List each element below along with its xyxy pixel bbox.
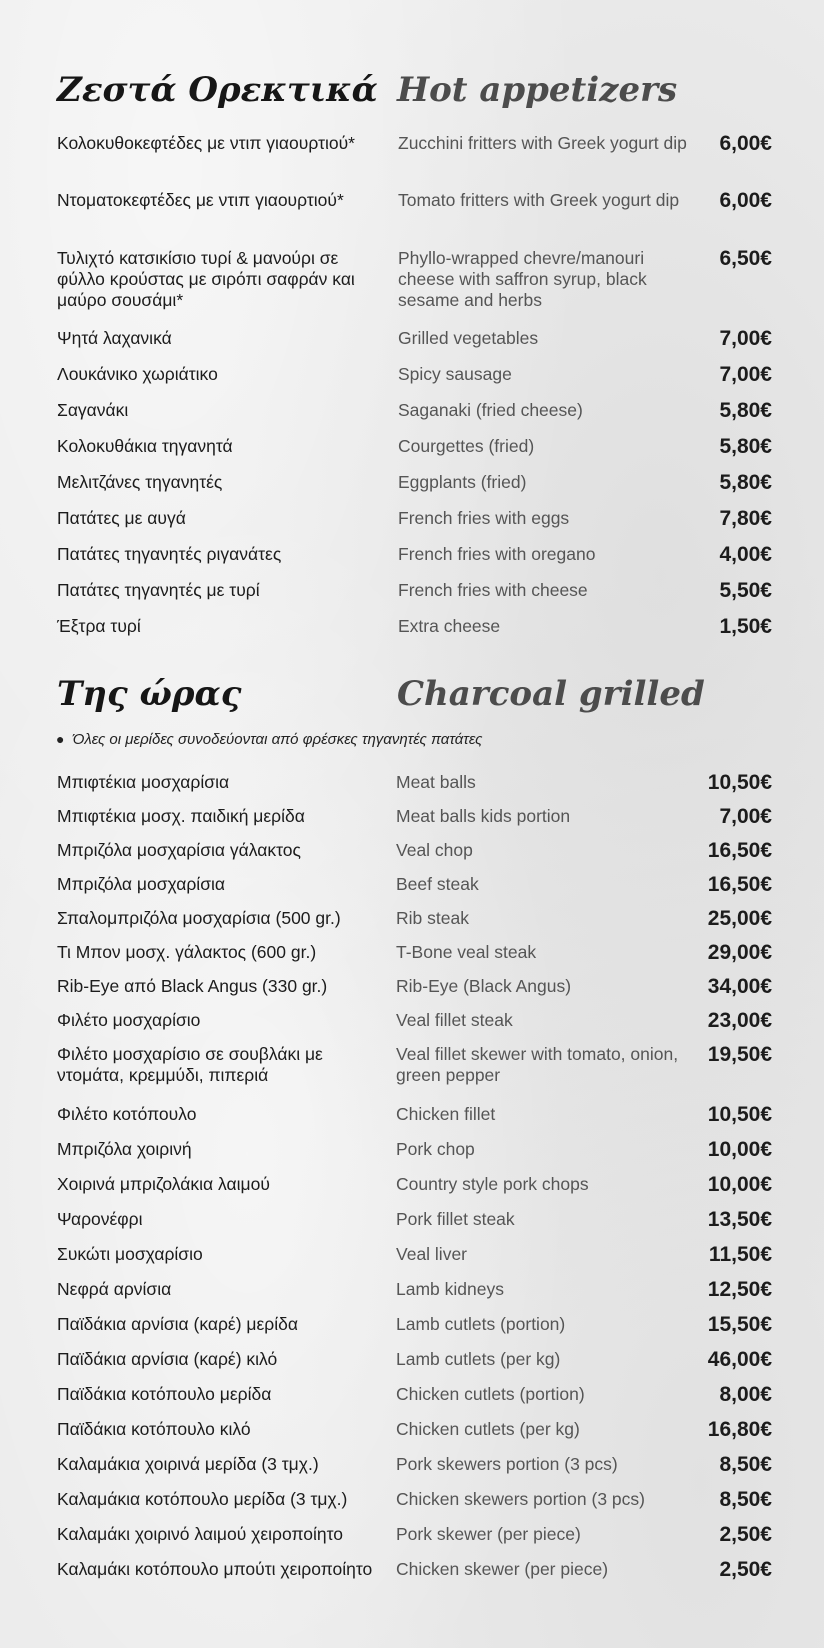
item-price: 16,50€ [707, 873, 772, 896]
item-name-english: Phyllo-wrapped chevre/manouri cheese with saffron syrup, black sesame and herbs [398, 248, 647, 310]
item-name-greek: Φιλέτο μοσχαρίσιο [57, 1010, 201, 1030]
item-name-english: French fries with eggs [398, 508, 570, 528]
item-price: 6,00€ [719, 132, 772, 155]
item-price: 13,50€ [707, 1208, 772, 1231]
item-name-greek: Rib-Eye από Black Angus (330 gr.) [57, 976, 328, 996]
item-name-english: French fries with cheese [398, 580, 588, 600]
item-price: 7,00€ [719, 363, 772, 386]
item-name-english: Saganaki (fried cheese) [398, 400, 583, 420]
item-name-english: Pork skewers portion (3 pcs) [396, 1454, 618, 1474]
item-name-english: Zucchini fritters with Greek yogurt dip [398, 133, 687, 153]
item-price: 6,00€ [719, 189, 772, 212]
item-price: 4,00€ [719, 543, 772, 566]
item-name-english: Veal fillet skewer with tomato, onion, green pepper [396, 1044, 679, 1085]
item-price: 1,50€ [719, 615, 772, 638]
item-name-english: Beef steak [396, 874, 479, 894]
item-price: 29,00€ [707, 941, 772, 964]
item-name-english: Meat balls kids portion [396, 806, 571, 826]
item-name-greek: Φιλέτο κοτόπουλο [57, 1104, 197, 1124]
item-name-greek: Κολοκυθοκεφτέδες με ντιπ γιαουρτιού* [57, 133, 355, 153]
item-name-english: Chicken fillet [396, 1104, 496, 1124]
item-price: 7,00€ [719, 805, 772, 828]
item-price: 5,50€ [719, 579, 772, 602]
item-name-english: Chicken skewer (per piece) [396, 1559, 609, 1579]
item-name-greek: Μελιτζάνες τηγανητές [57, 472, 223, 492]
item-price: 8,50€ [719, 1488, 772, 1511]
item-price: 11,50€ [708, 1243, 772, 1266]
item-price: 5,80€ [719, 399, 772, 422]
item-price: 10,50€ [707, 1103, 772, 1126]
item-name-greek: Κολοκυθάκια τηγανητά [57, 436, 233, 456]
item-price: 7,00€ [719, 327, 772, 350]
item-name-greek: Παϊδάκια αρνίσια (καρέ) μερίδα [57, 1314, 299, 1334]
item-name-greek: Νεφρά αρνίσια [57, 1279, 172, 1299]
item-name-greek: Παϊδάκια κοτόπουλο μερίδα [57, 1384, 272, 1404]
item-name-english: Veal chop [396, 840, 473, 860]
item-name-greek: Μπριζόλα μοσχαρίσια [57, 874, 226, 894]
item-name-greek: Πατάτες τηγανητές ριγανάτες [57, 544, 282, 564]
item-name-english: Tomato fritters with Greek yogurt dip [398, 190, 680, 210]
item-name-english: Rib-Eye (Black Angus) [396, 976, 572, 996]
item-name-greek: Ντοματοκεφτέδες με ντιπ γιαουρτιού* [57, 190, 344, 210]
item-price: 7,80€ [719, 507, 772, 530]
item-name-english: French fries with oregano [398, 544, 596, 564]
item-name-greek: Χοιρινά μπριζολάκια λαιμού [57, 1174, 270, 1194]
item-name-english: Pork chop [396, 1139, 475, 1159]
item-name-greek: Παϊδάκια κοτόπουλο κιλό [57, 1419, 251, 1439]
item-price: 2,50€ [719, 1558, 772, 1581]
item-name-english: Extra cheese [398, 616, 501, 636]
item-name-greek: Παϊδάκια αρνίσια (καρέ) κιλό [57, 1349, 278, 1369]
item-price: 2,50€ [719, 1523, 772, 1546]
item-name-greek: Τι Μπον μοσχ. γάλακτος (600 gr.) [57, 942, 317, 962]
section-title-english: Hot appetizers [397, 70, 678, 110]
bullet-icon: ● [56, 731, 65, 747]
item-name-english: Chicken cutlets (portion) [396, 1384, 585, 1404]
item-name-greek: Έξτρα τυρί [57, 616, 141, 636]
item-price: 46,00€ [707, 1348, 772, 1371]
item-name-english: Lamb cutlets (per kg) [396, 1349, 561, 1369]
item-name-english: Eggplants (fried) [398, 472, 527, 492]
item-name-english: Lamb kidneys [396, 1279, 504, 1299]
item-price: 25,00€ [707, 907, 772, 930]
section-header-charcoal-grilled [57, 674, 777, 724]
item-price: 10,00€ [707, 1173, 772, 1196]
section-title-greek: Της ώρας [57, 674, 242, 714]
item-name-greek: Φιλέτο μοσχαρίσιο σε σουβλάκι με ντομάτα, κρεμμύδι, πιπεριά [57, 1044, 323, 1085]
item-price: 16,80€ [707, 1418, 772, 1441]
item-name-greek: Ψαρονέφρι [57, 1209, 143, 1229]
item-name-english: Veal liver [396, 1244, 468, 1264]
item-price: 5,80€ [719, 471, 772, 494]
item-price: 12,50€ [707, 1278, 772, 1301]
section-note [56, 731, 482, 748]
item-name-greek: Καλαμάκια χοιρινά μερίδα (3 τμχ.) [57, 1454, 319, 1474]
item-name-greek: Σπαλομπριζόλα μοσχαρίσια (500 gr.) [57, 908, 341, 928]
item-name-english: Chicken cutlets (per kg) [396, 1419, 580, 1439]
item-name-english: Lamb cutlets (portion) [396, 1314, 566, 1334]
item-price: 19,50€ [707, 1043, 772, 1066]
item-name-english: Pork skewer (per piece) [396, 1524, 581, 1544]
item-price: 6,50€ [719, 247, 772, 270]
item-price: 10,50€ [707, 771, 772, 794]
item-price: 5,80€ [719, 435, 772, 458]
item-name-greek: Καλαμάκια κοτόπουλο μερίδα (3 τμχ.) [57, 1489, 348, 1509]
item-name-greek: Σαγανάκι [57, 400, 129, 420]
item-name-greek: Καλαμάκι χοιρινό λαιμού χειροποίητο [57, 1524, 344, 1544]
item-price: 16,50€ [707, 839, 772, 862]
item-price: 10,00€ [707, 1138, 772, 1161]
item-name-greek: Τυλιχτό κατσικίσιο τυρί & μανούρι σε φύλλο κρούστας με σιρόπι σαφράν και μαύρο σουσάμι* [57, 248, 355, 310]
item-name-english: Grilled vegetables [398, 328, 539, 348]
item-price: 15,50€ [707, 1313, 772, 1336]
item-price: 23,00€ [707, 1009, 772, 1032]
item-name-greek: Συκώτι μοσχαρίσιο [57, 1244, 203, 1264]
item-name-greek: Μπιφτέκια μοσχ. παιδική μερίδα [57, 806, 305, 826]
item-name-greek: Πατάτες τηγανητές με τυρί [57, 580, 260, 600]
item-name-greek: Καλαμάκι κοτόπουλο μπούτι χειροποίητο [57, 1559, 373, 1579]
item-name-english: Country style pork chops [396, 1174, 589, 1194]
item-name-greek: Μπριζόλα μοσχαρίσια γάλακτος [57, 840, 301, 860]
item-name-english: Rib steak [396, 908, 469, 928]
section-header-hot-appetizers [57, 70, 777, 120]
item-price: 8,00€ [719, 1383, 772, 1406]
item-name-english: Spicy sausage [398, 364, 512, 384]
item-name-english: T-Bone veal steak [396, 942, 537, 962]
item-name-english: Meat balls [396, 772, 476, 792]
item-price: 8,50€ [719, 1453, 772, 1476]
section-title-english: Charcoal grilled [397, 674, 705, 714]
item-name-english: Pork fillet steak [396, 1209, 515, 1229]
item-name-english: Veal fillet steak [396, 1010, 513, 1030]
item-price: 34,00€ [707, 975, 772, 998]
note-text: Όλες οι μερίδες συνοδεύονται από φρέσκες τηγανητές πατάτες [72, 731, 483, 748]
section-title-greek: Ζεστά Ορεκτικά [57, 70, 378, 110]
item-name-english: Courgettes (fried) [398, 436, 535, 456]
item-name-greek: Πατάτες με αυγά [57, 508, 186, 528]
item-name-greek: Λουκάνικο χωριάτικο [57, 364, 218, 384]
item-name-greek: Μπιφτέκια μοσχαρίσια [57, 772, 230, 792]
item-name-english: Chicken skewers portion (3 pcs) [396, 1489, 645, 1509]
item-name-greek: Ψητά λαχανικά [57, 328, 172, 348]
item-name-greek: Μπριζόλα χοιρινή [57, 1139, 192, 1159]
